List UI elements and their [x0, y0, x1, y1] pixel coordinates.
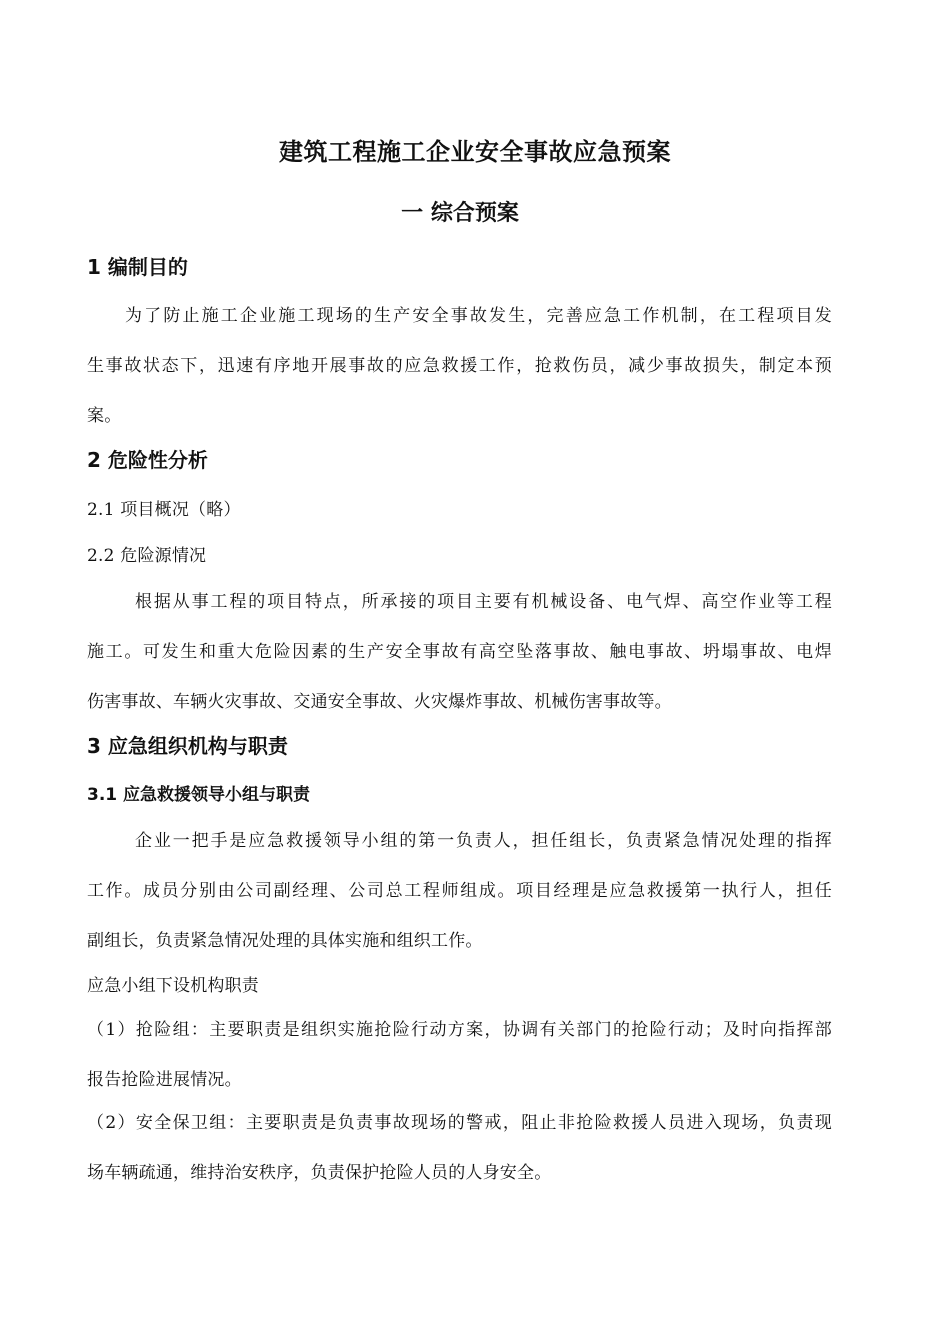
section-2-line-2: 施工。可发生和重大危险因素的生产安全事故有高空坠落事故、触电事故、坍塌事故、电焊	[87, 642, 832, 662]
section-3-heading: 3 应急组织机构与职责	[87, 734, 288, 758]
item-2-line-1: （2）安全保卫组：主要职责是负责事故现场的警戒，阻止非抢险救援人员进入现场，负责现	[87, 1113, 832, 1133]
section-3-sub-label: 应急小组下设机构职责	[87, 976, 259, 996]
item-2-line-2: 场车辆疏通，维持治安秩序，负责保护抢险人员的人身安全。	[87, 1163, 552, 1183]
section-1-line-2: 生事故状态下，迅速有序地开展事故的应急救援工作，抢救伤员，减少事故损失，制定本预	[87, 356, 832, 376]
section-3-line-1: 企业一把手是应急救援领导小组的第一负责人，担任组长，负责紧急情况处理的指挥	[135, 831, 832, 851]
section-2-heading: 2 危险性分析	[87, 448, 208, 472]
item-1-line-1: （1）抢险组：主要职责是组织实施抢险行动方案，协调有关部门的抢险行动；及时向指挥部	[87, 1020, 832, 1040]
section-2-line-1: 根据从事工程的项目特点，所承接的项目主要有机械设备、电气焊、高空作业等工程	[135, 592, 832, 612]
section-2-sub-2: 2.2 危险源情况	[87, 546, 207, 566]
document-subtitle: 一 综合预案	[401, 201, 519, 226]
section-2-line-3: 伤害事故、车辆火灾事故、交通安全事故、火灾爆炸事故、机械伤害事故等。	[87, 692, 672, 712]
document-title: 建筑工程施工企业安全事故应急预案	[279, 138, 671, 166]
item-1-line-2: 报告抢险进展情况。	[87, 1070, 242, 1090]
section-1-line-1: 为了防止施工企业施工现场的生产安全事故发生，完善应急工作机制，在工程项目发	[125, 306, 832, 326]
section-3-sub-1: 3.1 应急救援领导小组与职责	[87, 785, 311, 805]
section-2-sub-1: 2.1 项目概况（略）	[87, 500, 241, 520]
section-3-line-3: 副组长，负责紧急情况处理的具体实施和组织工作。	[87, 931, 483, 951]
section-1-line-3: 案。	[87, 406, 122, 426]
section-1-heading: 1 编制目的	[87, 255, 188, 279]
section-3-line-2: 工作。成员分别由公司副经理、公司总工程师组成。项目经理是应急救援第一执行人，担任	[87, 881, 832, 901]
